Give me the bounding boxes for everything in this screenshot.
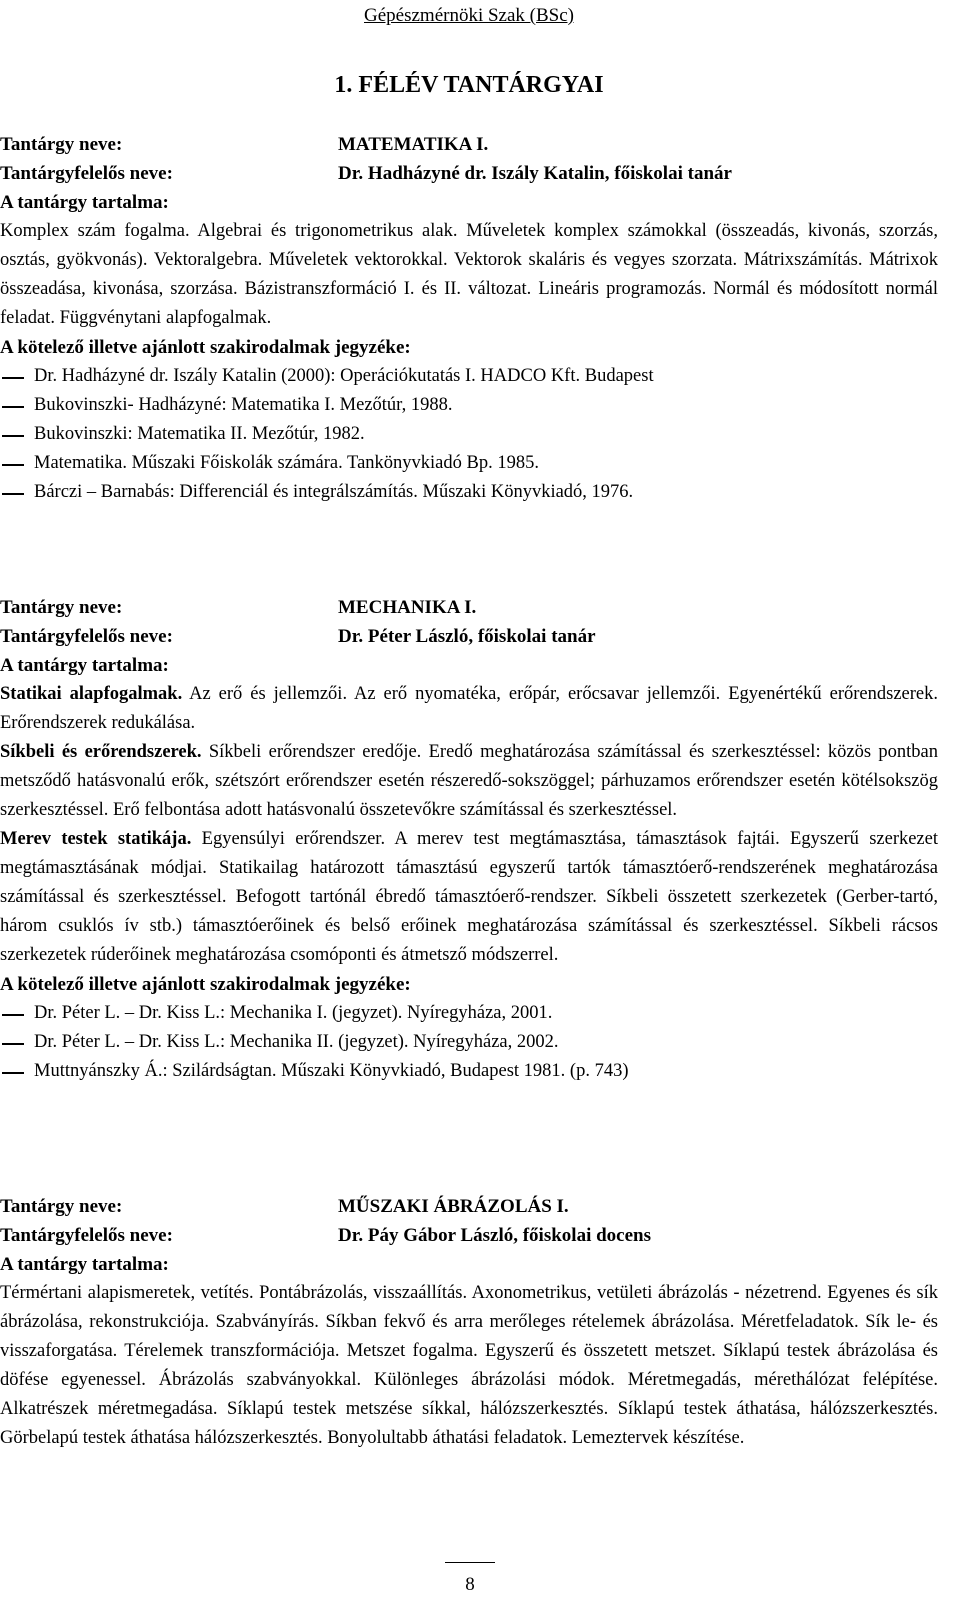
responsible-row [0, 159, 938, 188]
subject-content: Komplex szám fogalma. Algebrai és trigonometrikus alak. Műveletek komplex számokkal (összeadás, kivonás, szorzás, osztás, gyökvonás). Vektoralgebra. Műveletek vektorokkal. Vektorok skaláris és vegyes szorzata. Mátrixszámítás. Mátrixok összeadása, kivonása, szorzása. Bázistranszformáció I. és II. változat. Lineáris programozás. Normál és módosított normál feladat. Függvénytani alapfogalmak. [0, 221, 938, 328]
content-block-heading: Merev testek statikája. [0, 829, 192, 849]
reference-item: Dr. Hadházyné dr. Iszály Katalin (2000): Operációkutatás I. HADCO Kft. Budapest [0, 362, 938, 391]
subject-name: MECHANIKA I. [338, 597, 477, 618]
subject-name-row [0, 593, 938, 622]
content-block [0, 738, 938, 825]
reference-list [0, 362, 938, 507]
subject-name-label: Tantárgy neve: [0, 1196, 123, 1217]
content-block-text: Az erő és jellemzői. Az erő nyomatéka, erőpár, erőcsavar jellemzői. Egyenértékű erőrendszerek. Erőrendszerek redukálása. [0, 684, 938, 733]
reference-list [0, 999, 938, 1086]
subject-section-matematika [0, 130, 938, 507]
responsible-row [0, 1221, 938, 1250]
responsible-name: Dr. Hadházyné dr. Iszály Katalin, főiskolai tanár [338, 163, 732, 184]
subject-name-label: Tantárgy neve: [0, 134, 123, 155]
reference-item: Bárczi – Barnabás: Differenciál és integrálszámítás. Műszaki Könyvkiadó, 1976. [0, 478, 938, 507]
semester-title: 1. FÉLÉV TANTÁRGYAI [334, 72, 604, 98]
reference-item: Dr. Péter L. – Dr. Kiss L.: Mechanika I. (jegyzet). Nyíregyháza, 2001. [0, 999, 938, 1028]
responsible-row [0, 622, 938, 651]
page-header: Gépészmérnöki Szak (BSc) [364, 5, 574, 26]
content-label: A tantárgy tartalma: [0, 655, 169, 676]
subject-name: MŰSZAKI ÁBRÁZOLÁS I. [338, 1196, 569, 1217]
responsible-name: Dr. Péter László, főiskolai tanár [338, 626, 596, 647]
page-number: 8 [465, 1574, 475, 1595]
subject-name: MATEMATIKA I. [338, 134, 489, 155]
subject-section-muszaki-abrazolas [0, 1192, 938, 1453]
responsible-name: Dr. Páy Gábor László, főiskolai docens [338, 1225, 651, 1246]
subject-section-mechanika [0, 593, 938, 1086]
subject-name-label: Tantárgy neve: [0, 597, 123, 618]
reference-item: Bukovinszki: Matematika II. Mezőtúr, 1982. [0, 420, 938, 449]
references-label: A kötelező illetve ajánlott szakirodalmak jegyzéke: [0, 974, 411, 995]
reference-item: Matematika. Műszaki Főiskolák számára. Tankönyvkiadó Bp. 1985. [0, 449, 938, 478]
content-block-text: Egyensúlyi erőrendszer. A merev test megtámasztása, támasztások fajtái. Egyszerű szerkezet megtámasztásának módjai. Statikailag határozott támasztású egyszerű tartók támasztóerő-rendszerének meghatározása számítással és szerkesztéssel. Befogott tartónál ébredő támasztóerő-rendszer. Síkbeli összetett szerkezetek (Gerber-tartó, három csuklós ív stb.) támasztóerőinek és belső erőinek meghatározása számítással és szerkesztéssel. Síkbeli rácsos szerkezetek rúderőinek meghatározása csomóponti és átmetsző módszerrel. [0, 829, 938, 965]
reference-item: Muttnyánszky Á.: Szilárdságtan. Műszaki Könyvkiadó, Budapest 1981. (p. 743) [0, 1057, 938, 1086]
footer-divider [445, 1562, 495, 1563]
reference-item: Dr. Péter L. – Dr. Kiss L.: Mechanika II. (jegyzet). Nyíregyháza, 2002. [0, 1028, 938, 1057]
responsible-label: Tantárgyfelelős neve: [0, 1225, 173, 1246]
content-block [0, 680, 938, 738]
references-label: A kötelező illetve ajánlott szakirodalmak jegyzéke: [0, 337, 411, 358]
responsible-label: Tantárgyfelelős neve: [0, 626, 173, 647]
content-block-text: Síkbeli erőrendszer eredője. Eredő meghatározása számítással és szerkesztéssel: közös pontban metsződő hatásvonalú erők, szétszórt erőrendszer esetén részeredő-sokszöggel; párhuzamos erőrendszer esetén kötélsokszög szerkesztéssel. Erő felbontása adott hatásvonalú összetevőkre számítással és szerkesztéssel. [0, 742, 939, 820]
subject-name-row [0, 130, 938, 159]
content-label: A tantárgy tartalma: [0, 192, 169, 213]
content-label: A tantárgy tartalma: [0, 1254, 169, 1275]
responsible-label: Tantárgyfelelős neve: [0, 163, 173, 184]
content-block [0, 825, 938, 970]
reference-item: Bukovinszki- Hadházyné: Matematika I. Mezőtúr, 1988. [0, 391, 938, 420]
content-block-heading: Statikai alapfogalmak. [0, 684, 183, 704]
subject-content: Térmértani alapismeretek, vetítés. Pontábrázolás, visszaállítás. Axonometrikus, vetületi ábrázolás - nézetrend. Egyenes és sík ábrázolása, rekonstrukciója. Szabványírás. Síkban fekvő és arra merőleges rételemek ábrázolása. Méretfeladatok. Sík le- és visszaforgatása. Térelemek transzformációja. Metszet fogalma. Egyszerű és összetett metszet. Síklapú testek ábrázolása és döfése egyenessel. Ábrázolás szabványokkal. Különleges ábrázolási módok. Méretmegadás, mérethálózat felépítése. Alkatrészek méretmegadása. Síklapú testek metszése síkkal, hálózszerkesztés. Síklapú testek áthatása, hálózszerkesztés. Görbelapú testek áthatása hálózszerkesztés. Bonyolultabb áthatási feladatok. Lemeztervek készítése. [0, 1283, 938, 1448]
content-block-heading: Síkbeli és erőrendszerek. [0, 742, 202, 762]
subject-name-row [0, 1192, 938, 1221]
